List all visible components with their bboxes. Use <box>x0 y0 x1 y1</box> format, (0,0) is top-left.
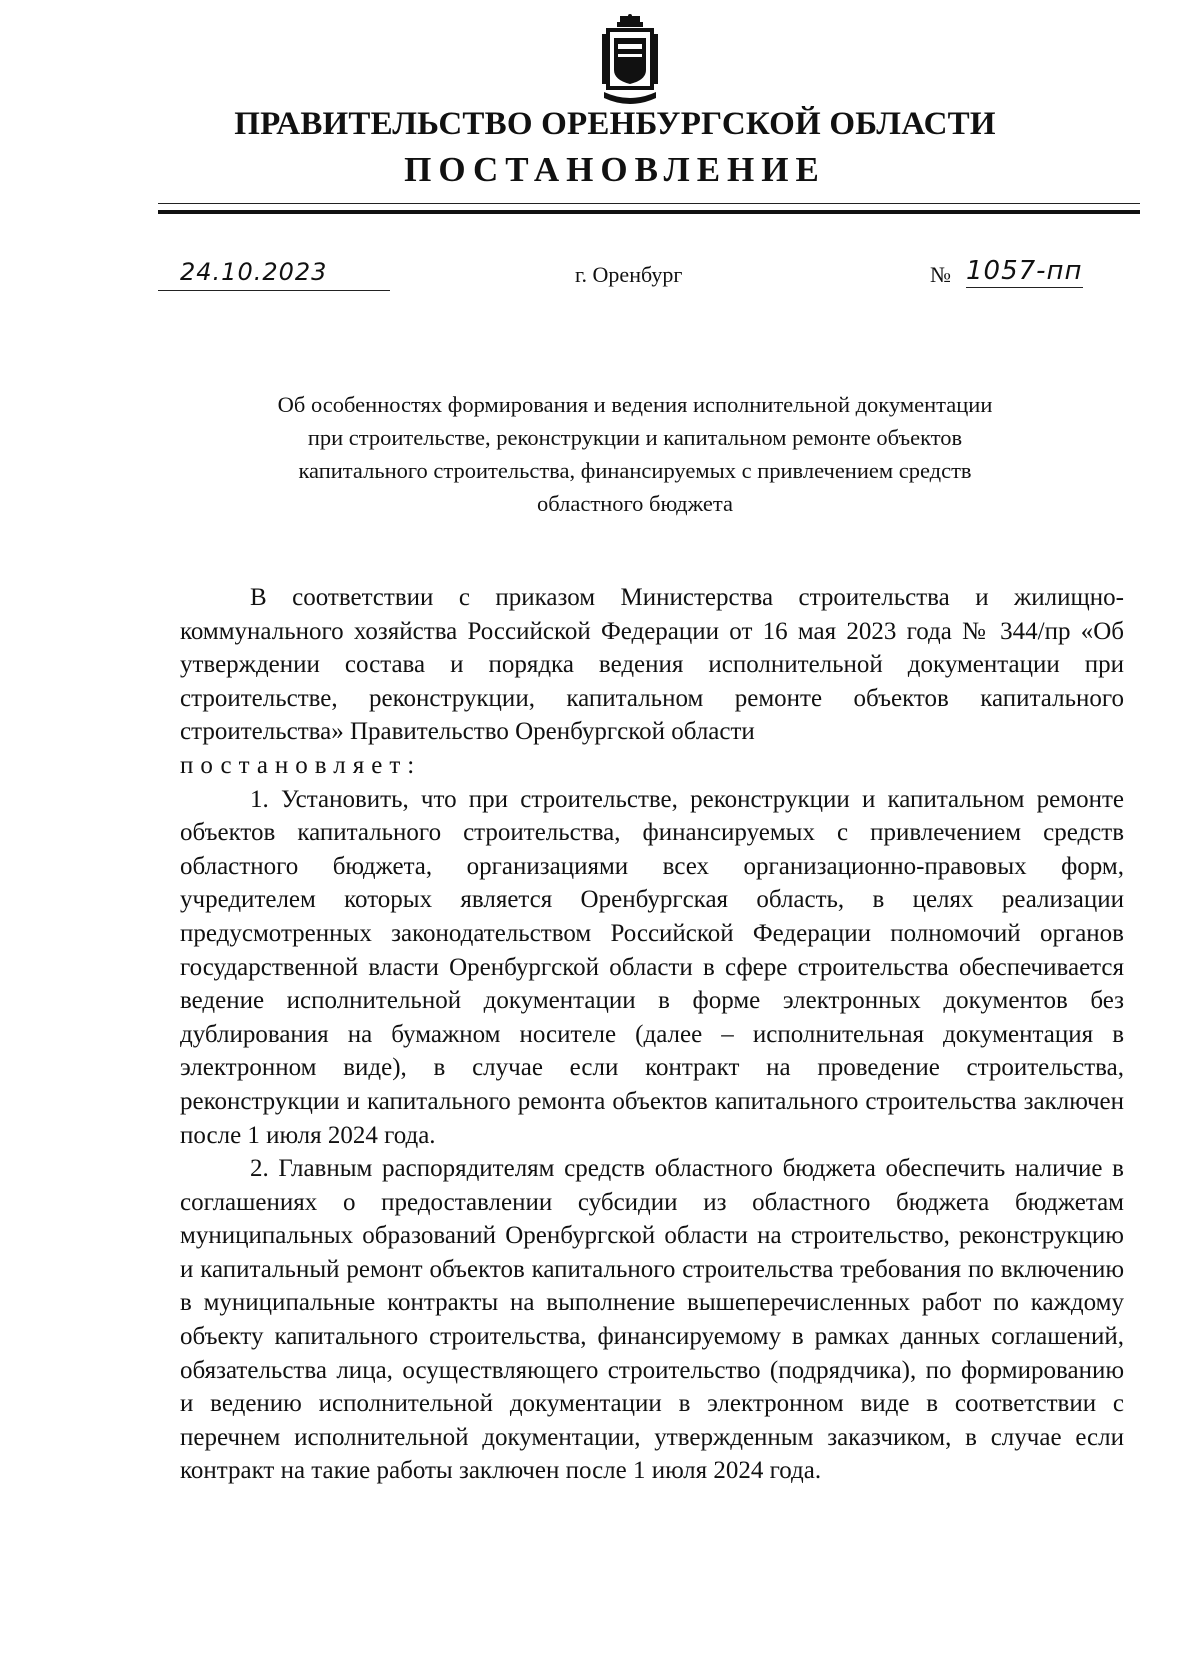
document-number-field <box>930 256 1110 290</box>
preamble-text: В соответствии с приказом Министерства строительства и жилищно-коммунального хозяйства Российской Федерации от 16 мая 2023 года № 344/пр «Об утверждении состава и порядка ведения исполнительной документации при строительстве, реконструкции, капитальном ремонте объектов капитального строительства» Правительство Оренбургской области <box>180 584 1124 746</box>
document-number: 1057-пп <box>966 256 1083 286</box>
preamble-paragraph <box>180 581 1124 783</box>
coat-of-arms-emblem <box>600 14 660 110</box>
document-subject <box>200 388 1070 520</box>
subject-line: областного бюджета <box>537 491 733 516</box>
body-paragraph-2: 2. Главным распорядителям средств областного бюджета обеспечить наличие в соглашениях о предоставлении субсидии из областного бюджета бюджетам муниципальных образований Оренбургской области на строительство, реконструкцию и капитальный ремонт объектов капитального строительства требования по включению в муниципальные контракты на выполнение вышеперечисленных работ по каждому объекту капитального строительства, финансируемому в рамках данных соглашений, обязательства лица, осуществляющего строительство (подрядчика), по формированию и ведению исполнительной документации в электронном виде в соответствии с перечнем исполнительной документации, утвержденным заказчиком, в случае если контракт на такие работы заключен после 1 июля 2024 года. <box>180 1155 1124 1485</box>
subject-line: Об особенностях формирования и ведения исполнительной документации <box>277 392 993 417</box>
document-date: 24.10.2023 <box>180 258 328 286</box>
city-label: г. Оренбург <box>575 262 683 287</box>
document-type-heading: ПОСТАНОВЛЕНИЕ <box>404 150 826 189</box>
subject-line: капитального строительства, финансируемых с привлечением средств <box>298 458 972 483</box>
header-divider-thick <box>158 210 1140 214</box>
subject-line: при строительстве, реконструкции и капитальном ремонте объектов <box>307 425 963 450</box>
document-body <box>180 581 1124 1488</box>
resolves-word: постановляет: <box>180 751 422 779</box>
body-paragraph-1: 1. Установить, что при строительстве, реконструкции и капитальном ремонте объектов капитального строительства, финансируемых с привлечением средств областного бюджета, организациями всех организационно-правовых форм, учредителем которых является Оренбургская область, в целях реализации предусмотренных законодательством Российской Федерации полномочий органов государственной власти Оренбургской области в сфере строительства обеспечивается ведение исполнительной документации в форме электронных документов без дублирования на бумажном носителе (далее – исполнительная документация в электронном виде), в случае если контракт на проведение строительства, реконструкции и капитального ремонта объектов капитального строительства заключен после 1 июля 2024 года. <box>180 785 1124 1149</box>
header-divider-thin <box>158 203 1140 204</box>
number-sign: № <box>930 262 951 287</box>
date-field <box>158 256 390 291</box>
organization-title: ПРАВИТЕЛЬСТВО ОРЕНБУРГСКОЙ ОБЛАСТИ <box>234 106 996 142</box>
